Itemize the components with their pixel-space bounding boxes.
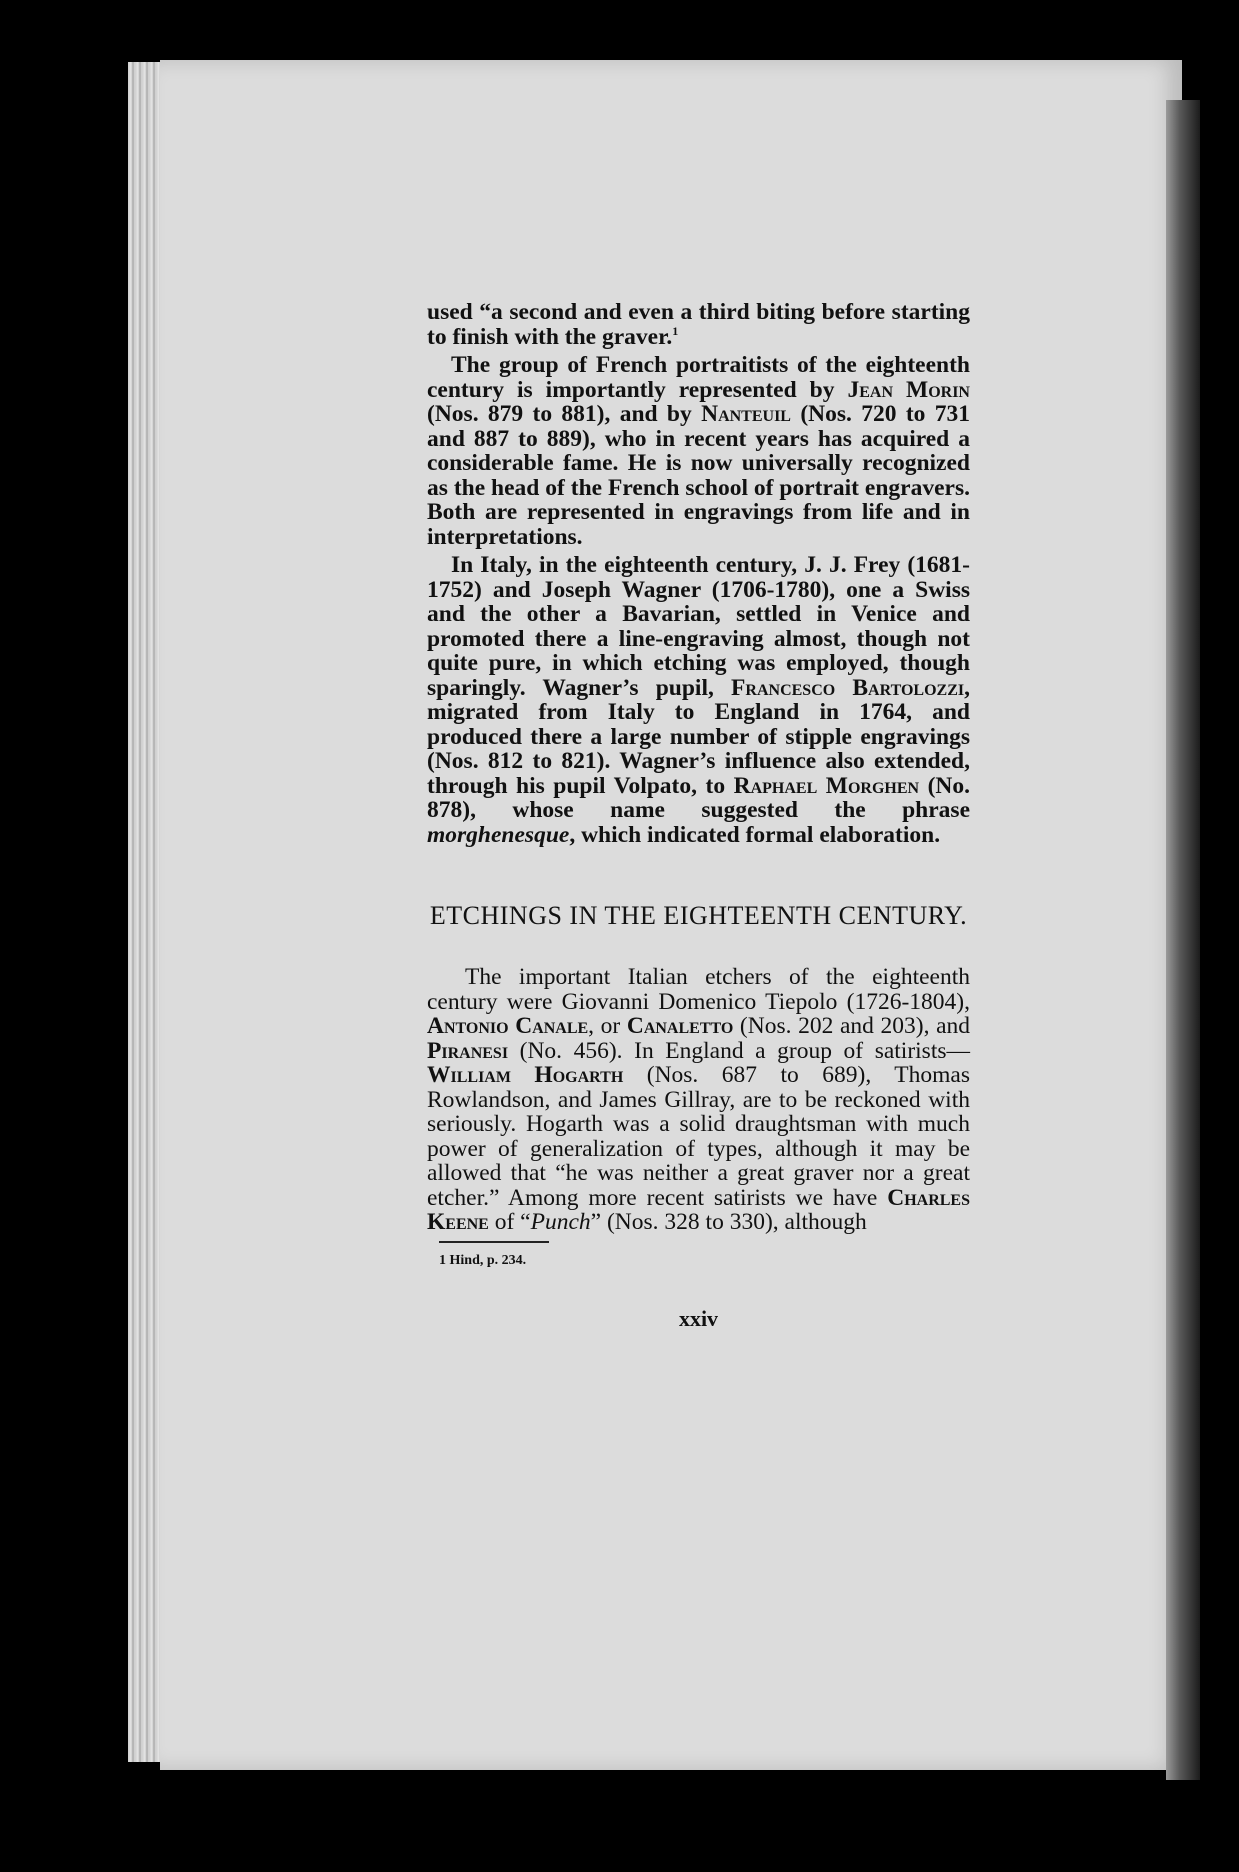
- text-span: (No. 456). In England a group of satirists—: [508, 1037, 970, 1064]
- footnote-rule: [439, 1241, 549, 1243]
- paragraph-italy: [427, 553, 970, 847]
- name-hogarth: William Hogarth: [427, 1062, 624, 1088]
- page-gutter-shadow: [1166, 100, 1200, 1780]
- paragraph-graver: [427, 300, 970, 349]
- italic-title: Punch: [530, 1209, 591, 1235]
- paragraph-french-portraitists: [427, 353, 970, 549]
- text-span: In Italy, in the eighteenth century, J. J. Frey (1681-1752) and Joseph Wagner (1706-1780), one a Swiss and the other a Bavarian, settled in Venice and promoted there a line-engraving almost, though not quite pure, in which etching was employed, though sparingly. Wagner’s pupil,: [427, 552, 970, 701]
- text-span: The group of French portraitists of the eighteenth century is importantly represented by: [427, 352, 970, 403]
- section-heading: ETCHINGS IN THE EIGHTEENTH CENTURY.: [429, 901, 968, 930]
- name-jean-morin: Jean Morin: [847, 376, 970, 403]
- footnote: 1 Hind, p. 234.: [439, 1252, 527, 1268]
- text-span: (Nos. 720 to 731 and 887 to 889), who in recent years has acquired a considerable fame. He is now universally recognized as the head of the French school of portrait engravers. Both are represented in engravings from life and in interpretations.: [427, 401, 970, 550]
- text-span: (Nos. 879 to 881), and by: [427, 401, 702, 427]
- text-span: (Nos. 687 to 689), Thomas Rowlandson, and James Gillray, are to be reckoned with seriously. Hogarth was a solid draughtsman with much power of generalization of types, although it may be allowed that “he was neither a great graver nor a great etcher.” Among more recent satirists we have: [427, 1062, 970, 1211]
- footnote-marker: 1: [672, 323, 679, 338]
- text-span: , which indicated formal elaboration.: [569, 821, 941, 848]
- name-keene: Charles Keene: [427, 1184, 970, 1235]
- name-nanteuil: Nanteuil: [701, 401, 791, 427]
- text-span: (No. 878), whose name suggested the phrase: [427, 772, 970, 823]
- page-text-block: [427, 300, 970, 1332]
- paragraph-etchers: [427, 965, 970, 1235]
- text-span: ” (Nos. 328 to 330), although: [590, 1209, 867, 1235]
- paragraph-text: used “a second and even a third biting before starting to finish with the graver.: [427, 299, 970, 350]
- text-span: The important Italian etchers of the eighteenth century were Giovanni Domenico Tiepolo (1726-1804),: [427, 964, 970, 1015]
- text-span: of “: [488, 1209, 531, 1235]
- name-bartolozzi: Francesco Bartolozzi: [731, 674, 965, 701]
- text-span: (Nos. 202 and 203), and: [733, 1013, 970, 1039]
- name-canaletto: Canaletto: [626, 1013, 734, 1039]
- name-morghen: Raphael Morghen: [733, 772, 920, 799]
- name-canale: Antonio Canale: [427, 1013, 589, 1039]
- page-number: xxiv: [678, 1306, 719, 1331]
- italic-term: morghenesque: [427, 821, 570, 848]
- text-span: , or: [588, 1013, 627, 1039]
- name-piranesi: Piranesi: [427, 1037, 509, 1064]
- text-span: , migrated from Italy to England in 1764, and produced there a large number of stipple engravings (Nos. 812 to 821). Wagner’s influence also extended, through his pupil Volpato, to: [427, 674, 970, 799]
